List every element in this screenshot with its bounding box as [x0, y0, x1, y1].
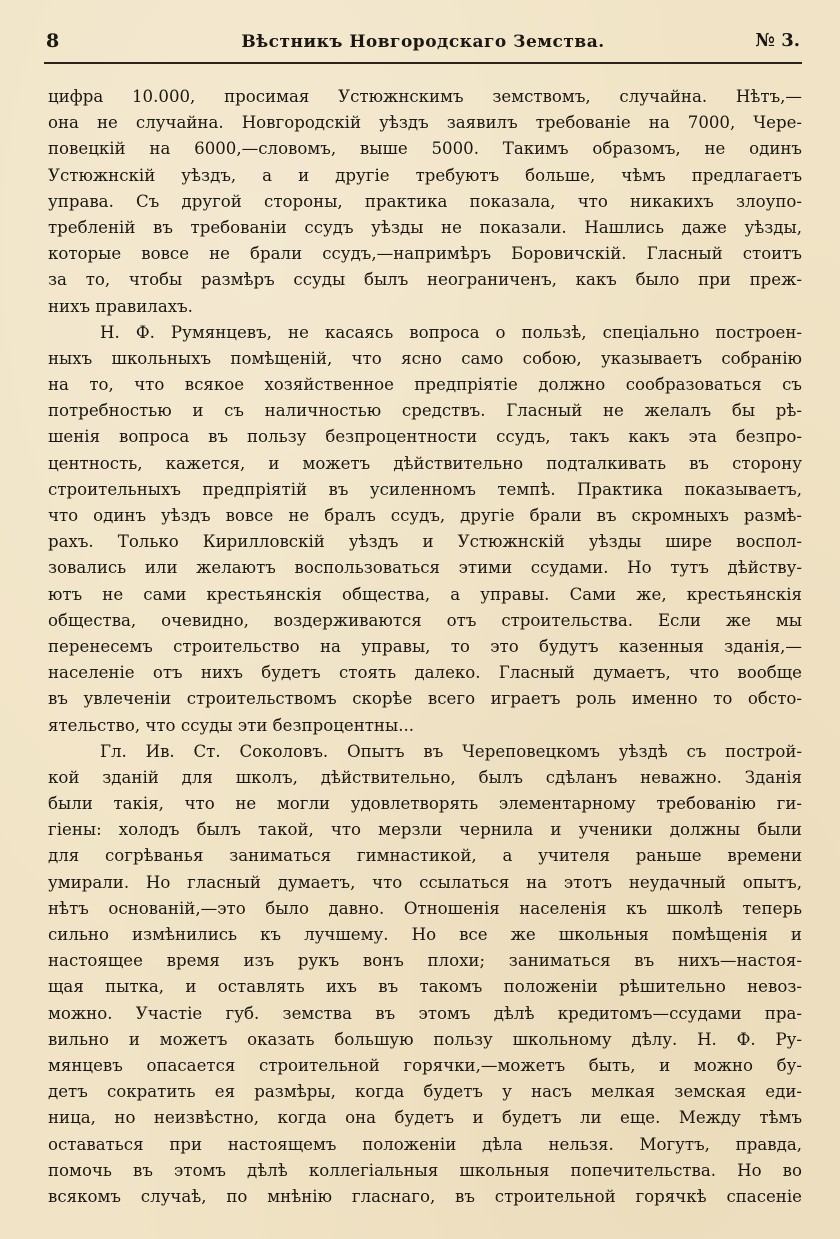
text-line: детъ сократить ея размѣры, когда будетъ у насъ мелкая земская еди-: [48, 1082, 802, 1102]
paragraph-end-line: ятельство, что ссуды эти безпроцентны...: [48, 715, 415, 735]
text-line: цифра 10.000, просимая Устюжнскимъ земствомъ, случайна. Нѣтъ,—: [48, 87, 802, 106]
text-line: которые вовсе не брали ссудъ,—напримѣръ Боровичскій. Гласный стоитъ: [48, 244, 802, 264]
text-line: можно. Участіе губ. земства въ этомъ дѣлѣ кредитомъ—ссудами пра-: [48, 1003, 802, 1023]
text-line: помочь въ этомъ дѣлѣ коллегіальныя школьныя попечительства. Но во: [48, 1160, 802, 1180]
text-line: для согрѣванья заниматься гимнастикой, а учителя раньше времени: [48, 846, 802, 866]
text-line: кой зданій для школъ, дѣйствительно, былъ сдѣланъ неважно. Зданія: [48, 767, 802, 787]
article-body: [48, 84, 802, 1210]
text-line: требленій въ требованіи ссудъ уѣзды не показали. Нашлись даже уѣзды,: [48, 217, 802, 237]
text-line: зовались или желаютъ воспользоваться этими ссудами. Но тутъ дѣйству-: [48, 558, 802, 578]
text-line: сильно измѣнились къ лучшему. Но все же школьныя помѣщенія и: [48, 925, 802, 944]
issue-number: № 3.: [755, 30, 800, 51]
text-line: Устюжнскій уѣздъ, а и другіе требуютъ больше, чѣмъ предлагаетъ: [48, 165, 802, 185]
running-header: [44, 28, 802, 60]
text-line: на то, что всякое хозяйственное предпріятіе должно сообразоваться съ: [48, 375, 802, 395]
text-line: шенія вопроса въ пользу безпроцентности ссудъ, такъ какъ эта безпро-: [48, 427, 802, 447]
header-rule: [44, 62, 802, 64]
text-line: въ увлеченіи строительствомъ скорѣе всего играетъ роль именно то обсто-: [48, 689, 802, 709]
text-line: настоящее время изъ рукъ вонъ плохи; заниматься въ нихъ—настоя-: [48, 951, 802, 971]
text-line: ница, но неизвѣстно, когда она будетъ и будетъ ли еще. Между тѣмъ: [48, 1108, 802, 1128]
text-line: она не случайна. Новгородскій уѣздъ заявилъ требованіе на 7000, Чере-: [48, 113, 802, 133]
text-line: рахъ. Только Кирилловскій уѣздъ и Устюжнскій уѣзды шире воспол-: [48, 532, 802, 552]
text-line: повецкій на 6000,—словомъ, выше 5000. Такимъ образомъ, не одинъ: [48, 139, 802, 159]
text-line: строительныхъ предпріятій въ усиленномъ темпѣ. Практика показываетъ,: [48, 479, 802, 499]
text-line: ныхъ школьныхъ помѣщеній, что ясно само собою, указываетъ собранію: [48, 348, 802, 368]
paragraph-end-line: нихъ правилахъ.: [48, 296, 193, 316]
text-line: потребностью и съ наличностью средствъ. Гласный не желалъ бы рѣ-: [48, 401, 802, 421]
journal-title: Вѣстникъ Новгородскаго Земства.: [241, 32, 605, 52]
text-line: за то, чтобы размѣръ ссуды былъ неограниченъ, какъ было при преж-: [48, 270, 802, 290]
text-line: управа. Съ другой стороны, практика показала, что никакихъ злоупо-: [48, 191, 802, 211]
paragraph-start-line: Гл. Ив. Ст. Соколовъ. Опытъ въ Череповецкомъ уѣздѣ съ построй-: [100, 741, 802, 761]
text-line: щая пытка, и оставлять ихъ въ такомъ положеніи рѣшительно невоз-: [48, 977, 802, 997]
paragraph-start-line: Н. Ф. Румянцевъ, не касаясь вопроса о пользѣ, спеціально построен-: [100, 322, 802, 342]
text-line: всякомъ случаѣ, по мнѣнію гласнаго, въ строительной горячкѣ спасеніе: [48, 1186, 802, 1206]
text-line: были такія, что не могли удовлетворять элементарному требованію ги-: [48, 794, 802, 814]
text-line: мянцевъ опасается строительной горячки,—можетъ быть, и можно бу-: [48, 1055, 802, 1075]
page-number: 8: [46, 30, 60, 52]
text-line: оставаться при настоящемъ положеніи дѣла нельзя. Могутъ, правда,: [48, 1134, 802, 1154]
text-line: нѣтъ основаній,—это было давно. Отношенія населенія къ школѣ теперь: [48, 898, 802, 918]
text-line: перенесемъ строительство на управы, то это будутъ казенныя зданія,—: [48, 636, 802, 656]
text-line: общества, очевидно, воздерживаются отъ строительства. Если же мы: [48, 610, 802, 630]
text-line: вильно и можетъ оказать большую пользу школьному дѣлу. Н. Ф. Ру-: [48, 1029, 802, 1049]
text-line: населеніе отъ нихъ будетъ стоять далеко. Гласный думаетъ, что вообще: [48, 663, 802, 683]
text-line: умирали. Но гласный думаетъ, что ссылаться на этотъ неудачный опытъ,: [48, 872, 802, 892]
text-line: гіены: холодъ былъ такой, что мерзли чернила и ученики должны были: [48, 820, 802, 840]
text-line: центность, кажется, и можетъ дѣйствительно подталкивать въ сторону: [48, 453, 802, 473]
text-line: ютъ не сами крестьянскія общества, а управы. Сами же, крестьянскія: [48, 584, 802, 604]
text-line: что одинъ уѣздъ вовсе не бралъ ссудъ, другіе брали въ скромныхъ размѣ-: [48, 506, 802, 525]
